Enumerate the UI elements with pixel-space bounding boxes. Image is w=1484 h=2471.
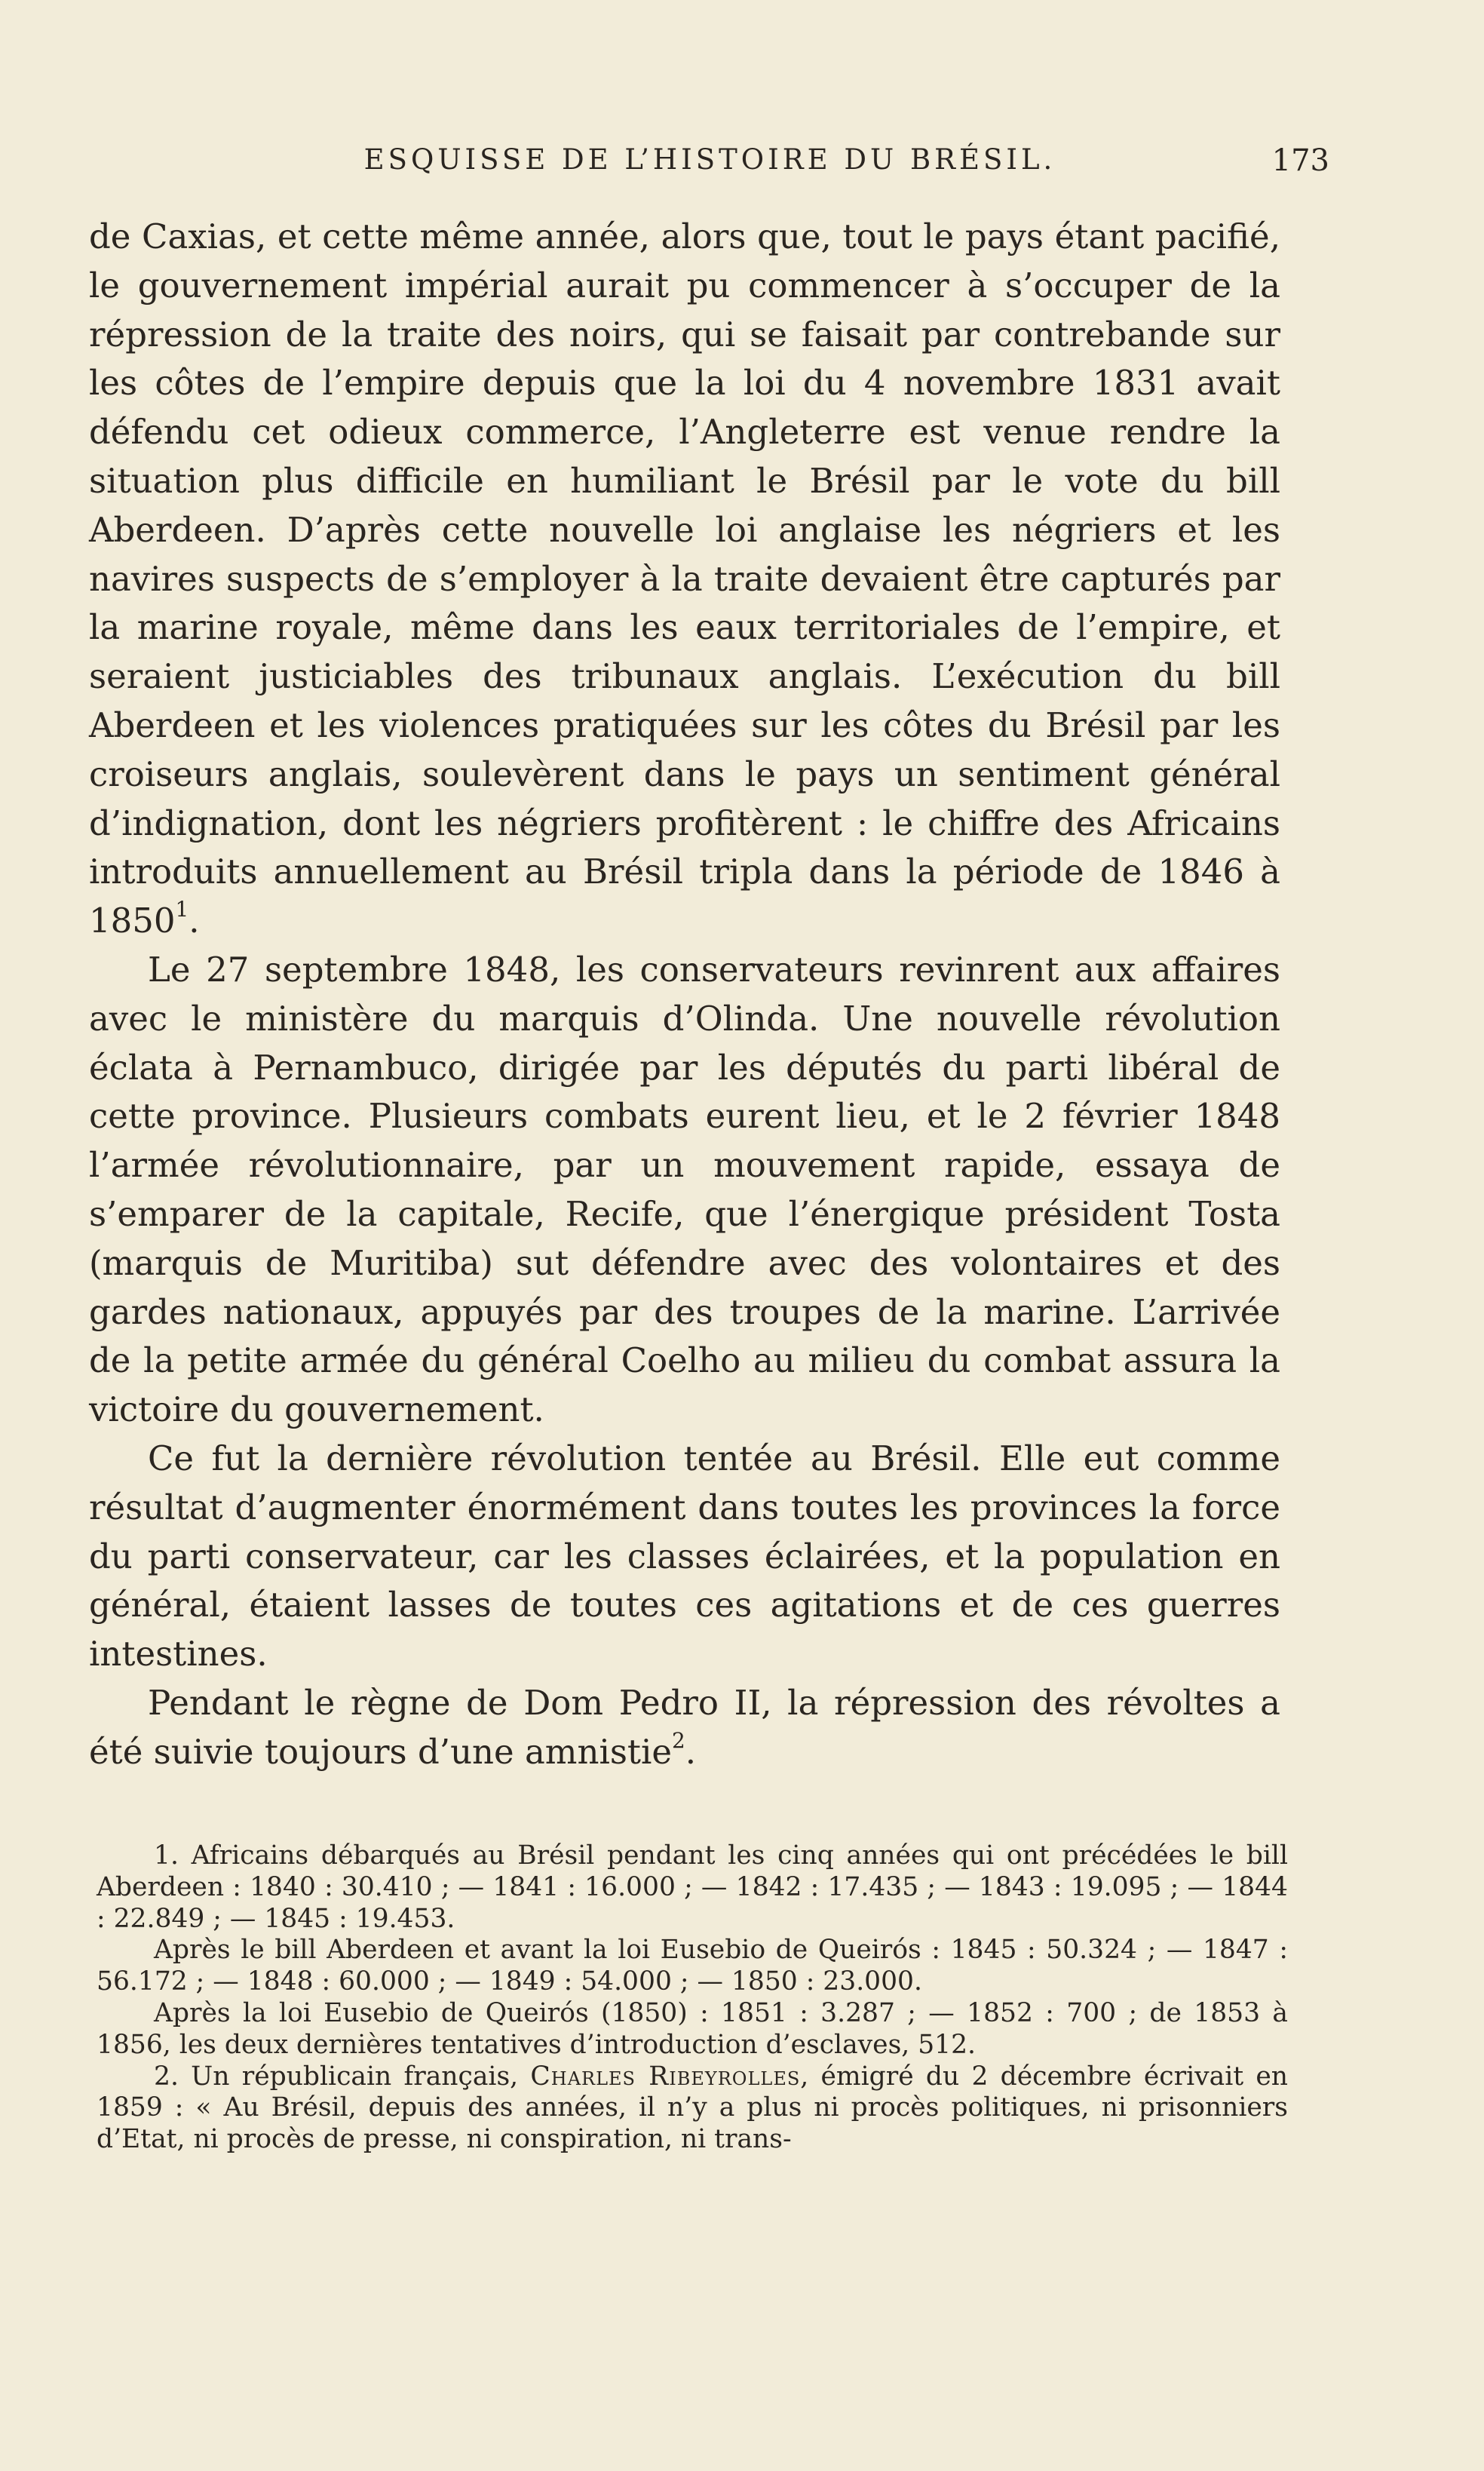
paragraph-1-tail: . <box>189 901 200 941</box>
paragraph-2 <box>89 946 1280 1435</box>
footnote-ref-2[interactable]: 2 <box>672 1727 685 1753</box>
paragraph-4-text: Pendant le règne de Dom Pedro II, la répression des révoltes a été suivie toujours d’une amnistie <box>89 1682 1280 1772</box>
body-text <box>89 213 1280 1777</box>
page-number: 173 <box>1271 143 1329 178</box>
footnotes <box>97 1840 1288 2156</box>
footnote-2-rest: , émigré du 2 décembre écrivait en 1859 : « Au Brésil, depuis des années, il n’y a plus ni procès politiques, ni prisonniers d’Etat, ni procès de presse, ni conspiration, ni trans- <box>97 2061 1288 2155</box>
paragraph-3 <box>89 1435 1280 1679</box>
footnote-2-author: Charles Ribeyrolles <box>530 2061 801 2092</box>
paragraph-2-text: Le 27 septembre 1848, les conservateurs revinrent aux affaires avec le ministère du marquis d’Olinda. Une nouvelle révolution éclata à Pernambuco, dirigée par les députés du parti libéral de cette province. Plusieurs combats eurent lieu, et le 2 février 1848 l’armée révolutionnaire, par un mouvement rapide, essaya de s’emparer de la capitale, Recife, que l’énergique président Tosta (marquis de Muritiba) sut défendre avec des volontaires et des gardes nationaux, appuyés par des troupes de la marine. L’arrivée de la petite armée du général Coelho au milieu du combat assura la victoire du gouvernement. <box>89 949 1280 1430</box>
paragraph-4-tail: . <box>685 1731 697 1772</box>
footnote-2 <box>97 2061 1288 2156</box>
footnote-1-part-b: Après le bill Aberdeen et avant la loi Eusebio de Queirós : 1845 : 50.324 ; — 1847 : 56.172 ; — 1848 : 60.000 ; — 1849 : 54.000 ; — 1850 : 23.000. <box>97 1935 1288 1997</box>
footnote-1-part-a: 1. Africains débarqués au Brésil pendant les cinq années qui ont précédées le bill Aberdeen : 1840 : 30.410 ; — 1841 : 16.000 ; — 1842 : 17.435 ; — 1843 : 19.095 ; — 1844 : 22.849 ; — 1845 : 19.453. <box>97 1840 1288 1934</box>
running-title: ESQUISSE DE L’HISTOIRE DU BRÉSIL. <box>363 143 1056 176</box>
running-head <box>90 143 1329 189</box>
footnote-1-part-c: Après la loi Eusebio de Queirós (1850) : 1851 : 3.287 ; — 1852 : 700 ; de 1853 à 1856, les deux dernières tentatives d’introduction d’esclaves, 512. <box>97 1997 1288 2060</box>
paragraph-1-text: de Caxias, et cette même année, alors que, tout le pays étant pacifié, le gouvernement impérial aurait pu commencer à s’occuper de la répression de la traite des noirs, qui se faisait par contrebande sur les côtes de l’empire depuis que la loi du 4 novembre 1831 avait défendu cet odieux commerce, l’Angleterre est venue rendre la situation plus difficile en humiliant le Brésil par le vote du bill Aberdeen. D’après cette nouvelle loi anglaise les négriers et les navires suspects de s’employer à la traite devaient être capturés par la marine royale, même dans les eaux territoriales de l’empire, et seraient justiciables des tribunaux anglais. L’exécution du bill Aberdeen et les violences pratiquées sur les côtes du Brésil par les croiseurs anglais, soulevèrent dans le pays un sentiment général d’indignation, dont les négriers profitèrent : le chiffre des Africains introduits annuellement au Brésil tripla dans la période de 1846 à 1850 <box>89 216 1280 941</box>
paragraph-1 <box>89 213 1280 946</box>
paragraph-3-text: Ce fut la dernière révolution tentée au Brésil. Elle eut comme résultat d’augmenter énormément dans toutes les provinces la force du parti conservateur, car les classes éclairées, et la population en général, étaient lasses de toutes ces agitations et de ces guerres intestines. <box>89 1438 1280 1674</box>
paragraph-4 <box>89 1679 1280 1777</box>
footnote-ref-1[interactable]: 1 <box>175 897 189 922</box>
footnote-2-lead: 2. Un républicain français, <box>154 2061 519 2092</box>
